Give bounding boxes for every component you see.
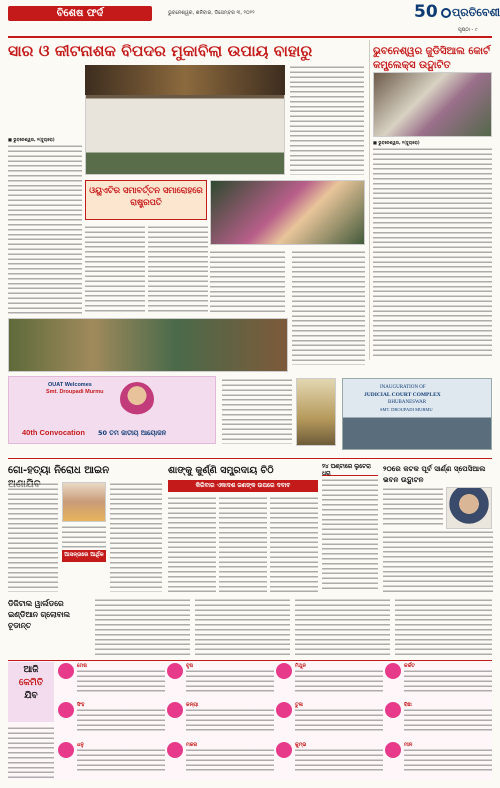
sign-name: ମିଥୁନ	[295, 663, 306, 669]
sign-capricorn	[167, 742, 274, 779]
banner-portrait	[120, 382, 154, 416]
sign-name: ବିଛା	[404, 702, 412, 709]
convocation-photo	[8, 318, 288, 372]
sign-pisces	[385, 742, 492, 779]
digital-body-col2	[195, 598, 290, 656]
shankar-body-col1	[168, 496, 216, 592]
zodiac-aquarius-icon	[276, 742, 292, 758]
side-story-headline: ଭୁବନେଶ୍ୱର ଜୁଡିସିଆଲ କୋର୍ଟ କମ୍ପ୍ଲେକ୍ସ ଉଦ୍ଘାଟିତ	[373, 46, 490, 71]
lead-headline: ସାର ଓ କୀଟନାଶକ ବିପଦର ମୁକାବିଲା ଉପାୟ ବାହାରୁ	[8, 42, 313, 60]
sign-name: ବୃଷ	[186, 663, 194, 669]
sign-name: ମୀନ	[404, 741, 413, 748]
sign-name: ସିଂହ	[77, 702, 85, 709]
side-story-photo	[373, 72, 492, 137]
masthead	[0, 0, 500, 38]
cow-body-col1	[8, 482, 58, 592]
sub-body-col2	[148, 225, 208, 315]
brand-name: ପ୍ରତିବେଶୀ	[452, 6, 500, 19]
col4-headline: ୨୦ରେ କଟକ ପୂର୍ବ ସାର୍ଣ୍ଣ ସ୍ପେସିଆଲ ଭବନ ଉଦ୍ଘାଟନ	[383, 464, 486, 484]
anniversary-number: 50	[414, 2, 438, 22]
col3-body	[322, 478, 378, 592]
lead-byline: ■ ଭୁବନେଶ୍ୱର, ୨(ବ୍ୟୁରୋ)	[8, 137, 55, 142]
convocation-title: 40th Convocation	[22, 428, 85, 437]
shankar-body-col3	[270, 496, 318, 592]
shankar-banner: କିରିବାର ଏକାଦଶ ଜଣଙ୍କ ଉପରେ ଦବାବ	[195, 482, 291, 489]
sign-name: ମେଷ	[77, 663, 87, 669]
digital-body-col4	[395, 598, 492, 656]
side-story-byline: ■ ଭୁବନେଶ୍ୱର, ୨(ବ୍ୟୁରୋ)	[373, 140, 420, 145]
col3-headline: ୨୪ ଘଣ୍ଟାରେ ଲୁଟେରା ଧରା	[322, 464, 371, 477]
convocation-tail: 50 ତମ ଜାତୀୟ ଆୟୋଜନ	[98, 429, 167, 437]
zodiac-taurus-icon	[167, 663, 183, 679]
sub-body-col3	[210, 250, 285, 315]
zodiac-aries-icon	[58, 663, 74, 679]
zodiac-pisces-icon	[385, 742, 401, 758]
sign-name: କନ୍ୟା	[186, 702, 199, 709]
sign-aquarius	[276, 742, 383, 779]
sign-cancer	[385, 663, 492, 700]
column-divider	[369, 40, 370, 360]
lead-body-col1	[8, 144, 82, 315]
sign-name: ତୁଳା	[295, 702, 303, 709]
cow-headline: ଗୋ-ହତ୍ୟା ନିରୋଧ ଆଇନ	[8, 465, 110, 476]
page-number: ପୃଷ୍ଠା - ୯	[458, 27, 478, 33]
sign-name: କୁମ୍ଭ	[295, 741, 307, 748]
shankar-headline: ଶାଙ୍କୁ କୁର୍ଣ୍ଣି ସମ୍ପ୍ରଦାୟ ଚିଠି	[168, 465, 274, 476]
side-story-body	[373, 147, 492, 359]
digital-body-col1	[95, 598, 190, 656]
horoscope-grid	[58, 663, 492, 779]
board-line-4: SMT. DROUPADI MURMU	[380, 407, 433, 412]
lead-photo-banner	[85, 65, 285, 95]
shankar-body-col2	[219, 496, 267, 592]
zodiac-cancer-icon	[385, 663, 401, 679]
col4-photo	[446, 487, 492, 529]
sub-body-col4	[292, 250, 365, 365]
cow-body-col3	[110, 482, 162, 592]
welcome-line-2: Smt. Droupadi Murmu	[46, 389, 104, 395]
sign-libra	[276, 702, 383, 739]
horoscope-sidebar-body	[8, 726, 54, 778]
zodiac-virgo-icon	[167, 702, 183, 718]
section-title: ବିଶେଷ ଫର୍ଦ	[56, 8, 104, 19]
cow-body-col2	[62, 525, 106, 548]
sign-leo	[58, 702, 165, 739]
cow-quote: ଆସନ୍ତାରେ ଆର୍ଥିକ	[64, 552, 104, 558]
banner-body	[222, 378, 292, 444]
dateline: ଭୁବନେଶ୍ୱର, ଶନିବାର, ଡିସେମ୍ବର ୩, ୨୦୨୨	[168, 10, 255, 16]
digital-headline: ଡିଜିଟାଲ ୱାର୍ଲଡରେ ଇଣ୍ଡିଆନ ଗ୍ଲୋବାଲ ଚୂଡାନ୍ତ	[8, 599, 71, 630]
temple-photo	[296, 378, 336, 446]
zodiac-gemini-icon	[276, 663, 292, 679]
lead-body-col2	[290, 65, 364, 175]
section-rule	[8, 458, 492, 459]
sub-story-headline: ଓୟୁଏଟିର ସମାବର୍ତ୍ତନ ସମାରୋହରେ ରାଷ୍ଟ୍ରପତି	[89, 185, 203, 207]
sign-name: କର୍କଟ	[404, 663, 415, 669]
col4-body-b	[383, 530, 493, 592]
sign-scorpio	[385, 702, 492, 739]
zodiac-capricorn-icon	[167, 742, 183, 758]
sign-sagittarius	[58, 742, 165, 779]
sign-virgo	[167, 702, 274, 739]
sub-body-col1	[85, 225, 145, 315]
board-line-3: BHUBANESWAR	[388, 400, 427, 405]
zodiac-leo-icon	[58, 702, 74, 718]
horoscope-title-1: ଆଜି	[23, 665, 39, 675]
sign-name: ମକର	[186, 741, 198, 748]
sign-name: ଧନୁ	[77, 741, 84, 748]
board-line-1: INAUGURATION OF	[380, 385, 426, 390]
sign-gemini	[276, 663, 383, 700]
horoscope-title-2: କେମିତି	[18, 678, 44, 688]
sign-aries	[58, 663, 165, 700]
digital-body-col3	[295, 598, 390, 656]
president-portrait	[210, 180, 365, 245]
zodiac-sagittarius-icon	[58, 742, 74, 758]
col4-body-a	[383, 487, 443, 527]
horoscope-title-3: ଯିବ	[24, 691, 38, 701]
sign-taurus	[167, 663, 274, 700]
zodiac-scorpio-icon	[385, 702, 401, 718]
zodiac-libra-icon	[276, 702, 292, 718]
welcome-line-1: OUAT Welcomes	[48, 382, 92, 388]
brand-logo-icon	[441, 8, 451, 18]
cow-photo	[62, 482, 106, 522]
board-line-2: JUDICIAL COURT COMPLEX	[364, 392, 441, 398]
masthead-rule	[8, 36, 492, 38]
